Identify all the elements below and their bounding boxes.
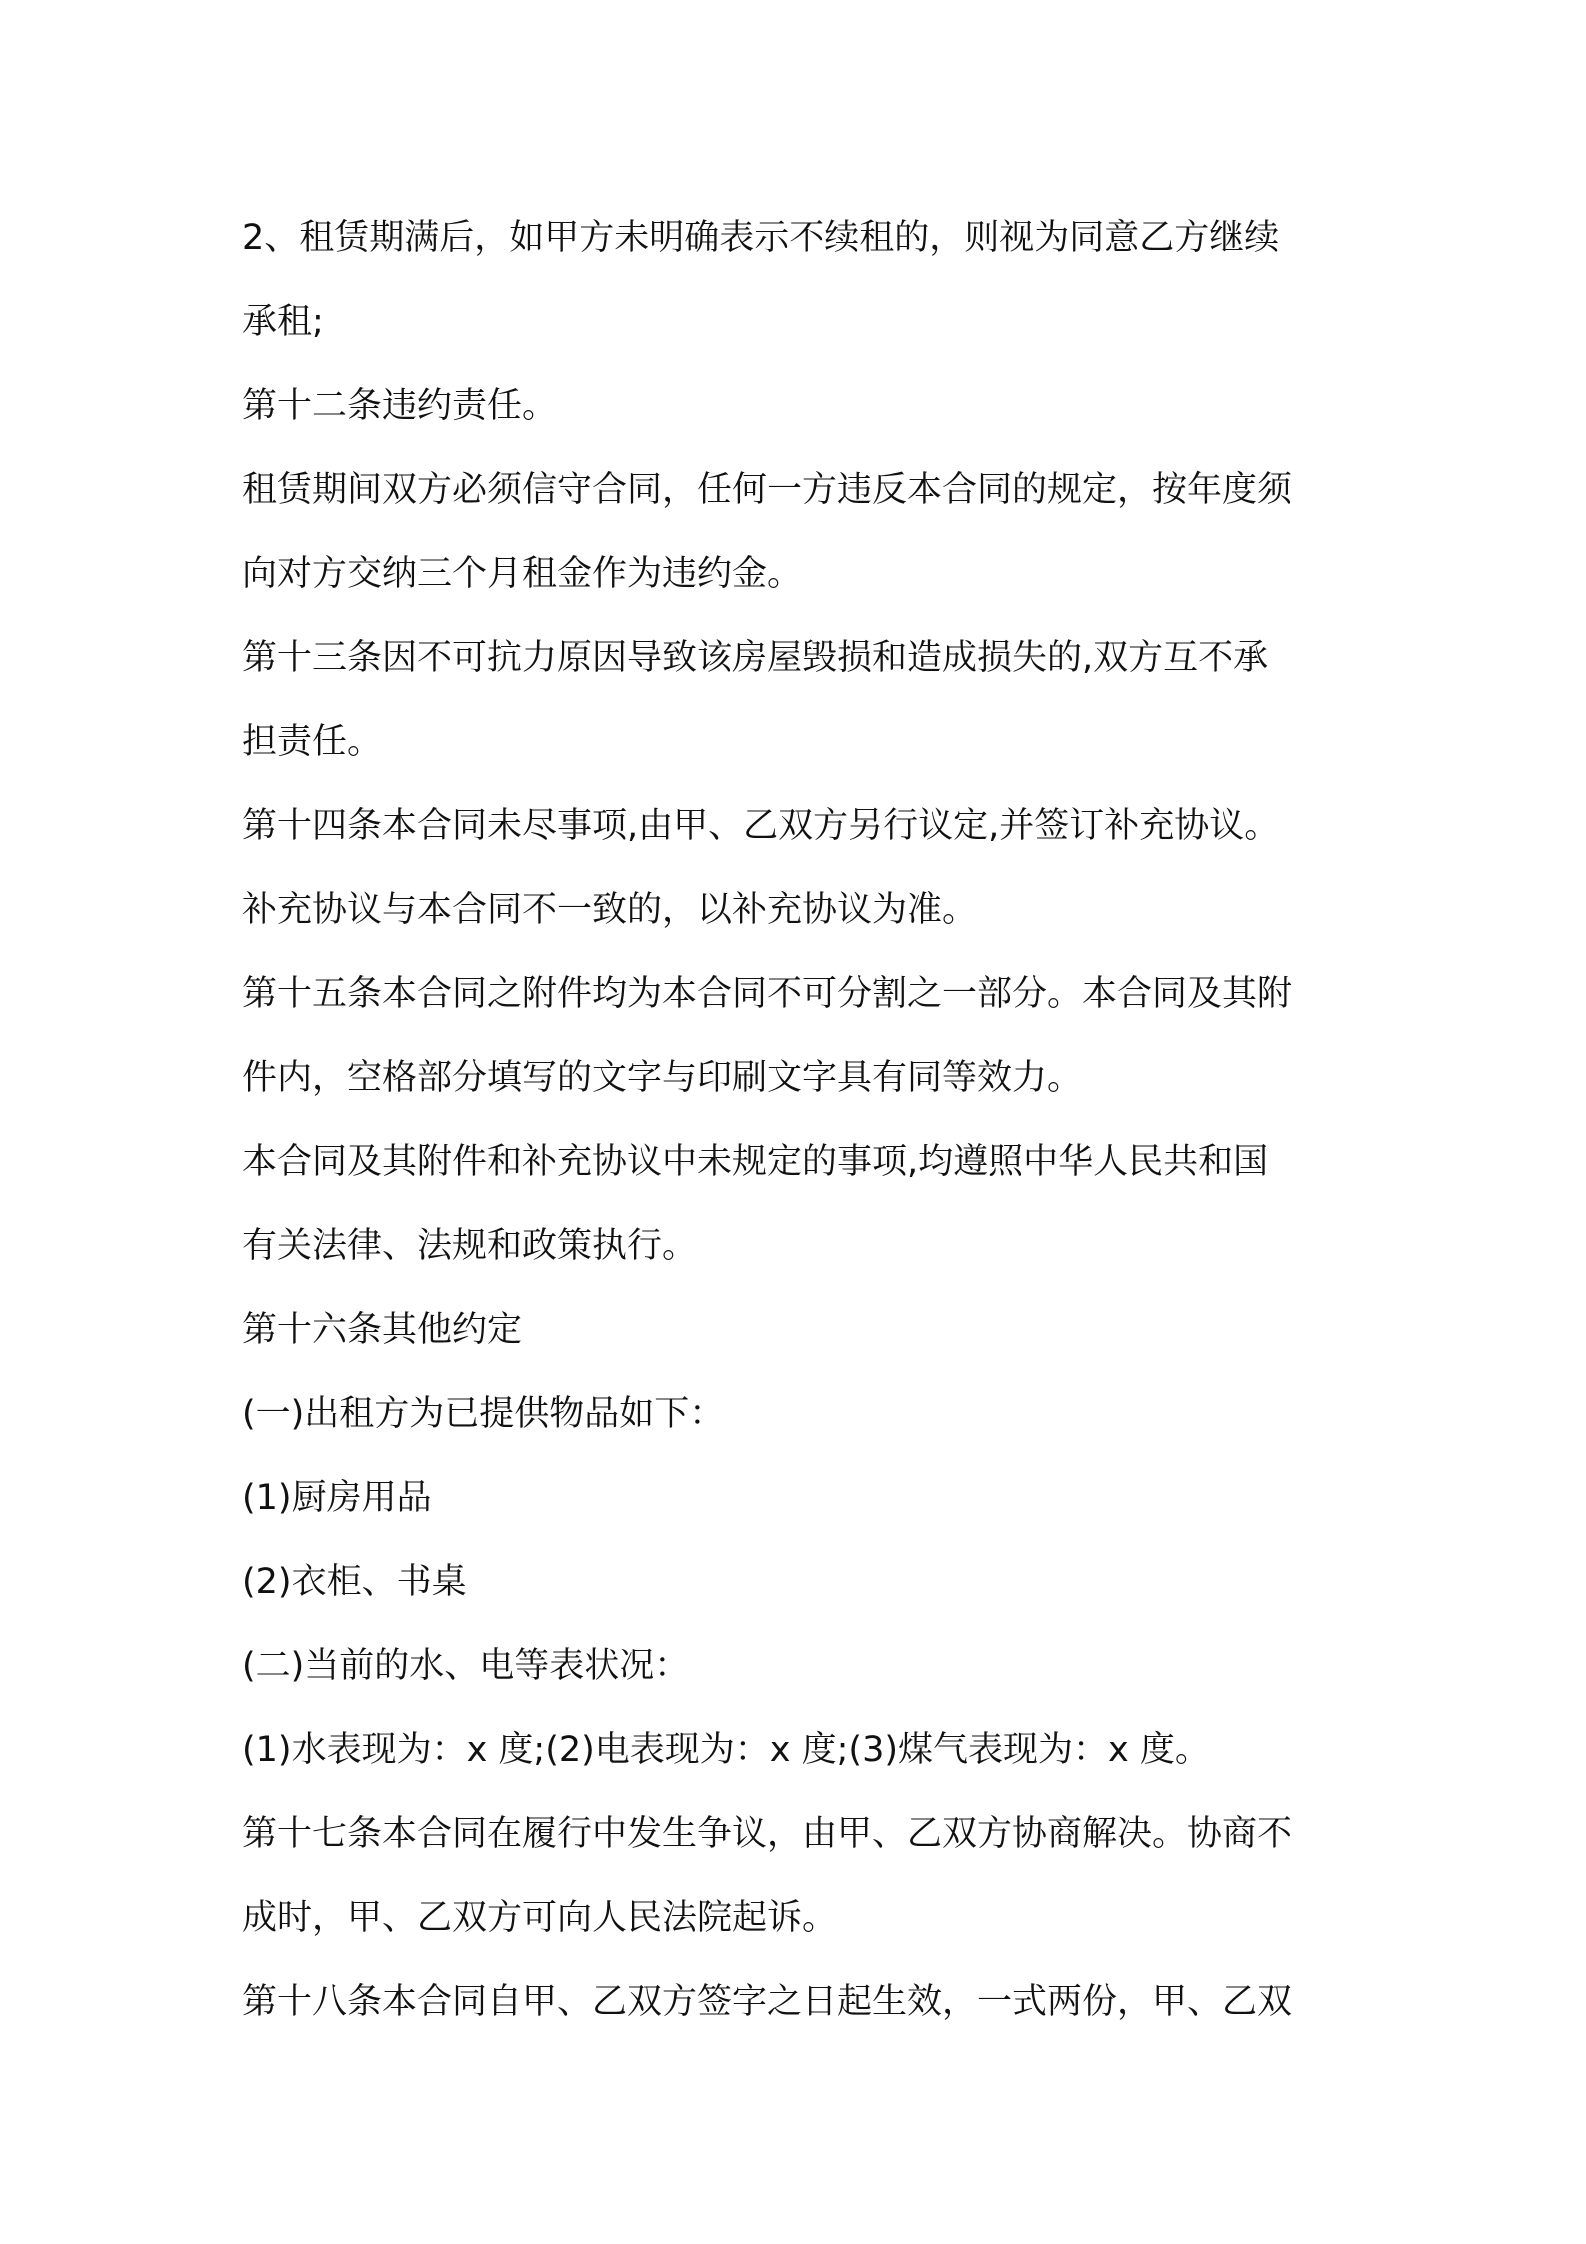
article-15-line-2: 件内，空格部分填写的文字与印刷文字具有同等效力。	[242, 1058, 1083, 1098]
item-wardrobe-desk: (2)衣柜、书桌	[242, 1562, 467, 1602]
text-line-12: 本合同及其附件和补充协议中未规定的事项,均遵照中华人民共和国	[242, 1142, 1269, 1182]
item-meter-readings: (1)水表现为：x 度;(2)电表现为：x 度;(3)煤气表现为：x 度。	[242, 1730, 1210, 1770]
article-13-line-1: 第十三条因不可抗力原因导致该房屋毁损和造成损失的,双方互不承	[242, 638, 1269, 678]
text-line-1: 2、租赁期满后，如甲方未明确表示不续租的，则视为同意乙方继续	[242, 218, 1280, 258]
article-13-line-2: 担责任。	[242, 722, 383, 762]
article-17-line-1: 第十七条本合同在履行中发生争议，由甲、乙双方协商解决。协商不	[242, 1814, 1293, 1854]
article-17-line-2: 成时，甲、乙双方可向人民法院起诉。	[242, 1898, 838, 1938]
document-body	[242, 196, 1362, 2044]
text-line-13: 有关法律、法规和政策执行。	[242, 1226, 698, 1266]
item-provided-goods: (一)出租方为已提供物品如下：	[242, 1394, 725, 1434]
text-line-2: 承租;	[242, 302, 324, 342]
item-kitchen-supplies: (1)厨房用品	[242, 1478, 432, 1518]
text-line-4: 租赁期间双方必须信守合同，任何一方违反本合同的规定，按年度须	[242, 470, 1293, 510]
item-meter-status: (二)当前的水、电等表状况：	[242, 1646, 690, 1686]
article-18-line-1: 第十八条本合同自甲、乙双方签字之日起生效，一式两份，甲、乙双	[242, 1982, 1293, 2022]
article-15-line-1: 第十五条本合同之附件均为本合同不可分割之一部分。本合同及其附	[242, 974, 1293, 1014]
article-14-line-1: 第十四条本合同未尽事项,由甲、乙双方另行议定,并签订补充协议。	[242, 806, 1280, 846]
article-14-line-2: 补充协议与本合同不一致的，以补充协议为准。	[242, 890, 978, 930]
article-12-heading: 第十二条违约责任。	[242, 386, 558, 426]
article-16-heading: 第十六条其他约定	[242, 1310, 523, 1350]
text-line-5: 向对方交纳三个月租金作为违约金。	[242, 554, 803, 594]
